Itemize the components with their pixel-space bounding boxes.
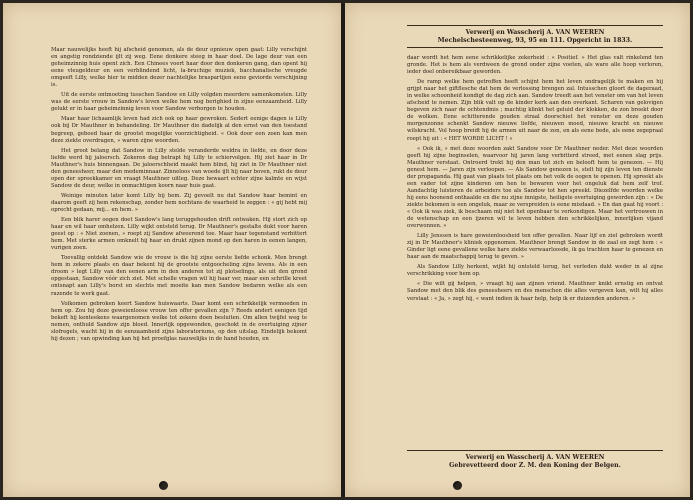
footer-advert bbox=[407, 454, 663, 470]
paragraph: Toevallig ontdekt Sandow wie de vrouw is die hij zijne eerste liefde schonk. Men brengt hem in zekere plaats en daar bekent hij de grootste ontgoocheling zijns levens. Als in een droom » legt Lilly van den eenen arm in den anderen tot zij plotselings, als uit den grond opgestaan, Sandow vóór zich ziet. Met schelle vragen wil hij haar ver, maar een schrille kreet ontsnapt aan Lilly's borst en slechts met moeite kan men Sandow bedaren welke als een razende te werk gaat. bbox=[51, 255, 307, 297]
header-line-2: Mechelschesteenweg, 93, 95 en 111. Opgericht in 1833. bbox=[437, 37, 633, 44]
paragraph: Maar nauwelijks heeft hij afscheid genomen, als de deur opnieuw open gaat: Lilly verschijnt en angstig rondziende ijlt zij weg. Eene donkere steeg in haar doel. De lage deur van een geheimzinnig huis opent zich. Een Chinees voert haar door den donkeren gang, dan opent hij eene vleugeldeur en een verblindend licht, la-bruchige muziek, bacchanalische vreugde omgeeft Lilly, welke hier te midden dezer nachtelijke braspartijen eene geviorde verschijning is. bbox=[51, 47, 307, 89]
paragraph: Als Sandow Lilly herkent, wijkt hij ontsteld terug, het verleden dukt weder in al zijne verschrikking voor hem op. bbox=[407, 264, 663, 278]
paragraph: « Ook ik, » met deze woorden zakt Sandow voor Dr Mauthner neder. Met deze woorden geeft hij zijne beginselen, waarvoor hij jaren lang verbitterd streed, met eenen slag prijs. Mauthner verstaat. Ontroerd trekt hij den man tot zich en belooft hem te genezen. — Hij genest hem. — Jaren zijn verloopen. — Als Sandow genezen is, stelt hij zijn leven ten dienste der propaganda. Hij gaat van plaats tot plaats om het volk de oogen te openen. Hij spreekt als een vader tot zijne kinderen om hen te bewaren voor het ongeluk dat hem zelf trof. Aandachtig luisteren de arbeiders toe als Sandow tot hen spreekt. Diezelfde woorden welke hij eens hoonend onthaalde en die nu zijne innigste, heiligste overtuiging geworden zijn : « De ziekte bekomen is een ongeluk, maar ze verspreiden is eene misdaad. » En dan gaat hij voort : « Ook ik was ziek, ik beschaam mij niet het openbaar te verkondigen. Maar het vertrouwen in de wetenschap en een ijzeren wil te leven hebben den schrikkelijken, innerlijken vijand overwonnen. » bbox=[407, 145, 663, 230]
header-rule-top bbox=[407, 25, 663, 26]
paragraph: Het groot belang dat Sandow in Lilly stelde veranderde weldra in liefde, en door deze liefde werd hij jaloersch. Zekeren dag betrapt hij Lilly te schiervolgen. Hij ziet haar in Dr Mauthner's huis binnengaan. De jaloerschheid maakt hem blind, hij ziet in Dr Mauthner niet den geneesheer, maar den medeminnaar. Zinneloos van woede ijlt hij naar boven, rukt de deur open der spreekkamer en vraagt Mauthner uitleg. Deze bewaart echter zijne kalmte en wijst Sandow de deur, welke in onmachtigen koorn naar huis gaat. bbox=[51, 147, 307, 189]
footer-rule-top bbox=[407, 450, 663, 451]
paragraph: Lilly Jenssen is hare geweienloosheid ten offer gevallen. Naar lijf en ziel gebroken wordt zij in Dr Mauthner's kliniek opgenomen. Mauthner brengt Sandow in de zaal en zegt hem : « Ginder ligt eene gevallene welke hare ziekte verwaarloosde, ik ga trachten haar te genezen en haar aan de maatschappij terug te geven. » bbox=[407, 233, 663, 261]
paragraph: Volkomen gebroken keert Sandow huiswaarts. Daar komt een schrikkelijk vermoeden in hem op. Zou hij deze geweienloose vrouw ten offer gevallen zijn ? Reeds andert eenigen tijd bekeft hij kenteekens waargenomen welke tot zekere doen besluiten. Om allen twijfel weg te nemen, onthuld Sandow zijn bloed. Innerlijk opgewonden, geschokt in de overtuiging zijner slofregels, wacht hij in de eenzaamheid zijns laboratoriums, op den uitslag. Eindelijk bekomt hij dezen ; van opwinding kan hij het proefglas nauwelijks in de hand houden, en bbox=[51, 300, 307, 342]
header-line-1: Verwerij en Wasscherij A. VAN WEEREN bbox=[465, 29, 605, 36]
paragraph: De ramp welke hem getroffen heeft schijnt hem het leven ondragelijk te maken en hij grijpt naar het giftflesche dat hem de verlossing brengen zal. Intusschen gloort de dageraad, in welke schoonheid kondigt de dag zich aan. Sandow treedt aan het venster om van het leven afscheid te nemen. Zijn blik valt op de kinder kerk aan den overkant. Scharen van gelovigen begeven zich naar de ochtendmis ; machtig klinkt het geluid der klokken, de zon breekt door de wolken. Eene schitterende gouden straal doorschiet het venster en deze gouden morgenzonne schenkt Sandow nieuwe liefde, nieuwen moed, nieuwe kracht en nieuwe wilskracht. Vol hoop breidt hij de armen uit naar de zon, en als eene bede, als eene zegepraal roept hij uit : « HET WORDE LICHT ! » bbox=[407, 79, 663, 142]
punch-hole bbox=[159, 481, 168, 490]
paragraph: Maar haar lichaamlijk leven had zich ook op haar gewroken. Sedert eenige dagen is Lilly ook bij Dr Mauthner in behandeling. Dr Mauthner die dadelijk al den ernst van den toestand begreep, geboed haar de grootst mogelijke voorzichtigheid. « Ook door een zoen kan men deze ziekte overdragen, » waren zijne woorden. bbox=[51, 116, 307, 144]
right-text-column bbox=[407, 55, 663, 306]
header-rule-bottom bbox=[407, 47, 663, 48]
paragraph: Weinige minuten later komt Lilly bij hem. Zij gevoelt nu dat Sandow haar bemint en daarom geeft zij hem rekenschap, zonder hem nochtans de waarheid te zeggen : « gij hebt mij oprecht gedaan, mij... en hem. » bbox=[51, 192, 307, 213]
paragraph: Een blik harer oogen doet Sandow's lang teruggehouden drift ontwaken. Hij stort zich op haar en wil haar omhelzen. Lilly wijkt ontsteld terug. Dr Mauthner's gestalte dukt voor haren geest op : « Niet zoenen, » roept zij Sandow afweerend toe. Maar haar tegenstand verbittert hem. Met sterke armen omknelt hij haar en drukt zijnen mond op den haren in eenen langen, vurigen zoen. bbox=[51, 217, 307, 252]
footer-line-2: Gebrevetteerd door Z. M. den Koning der Belgen. bbox=[449, 462, 621, 469]
right-page bbox=[345, 3, 690, 497]
paragraph: « Die wilt gij helpen, » vraagt hij aan zijnen vriend. Mauthner knikt ernstig en ontvat Sandow met den blik des geneesheers en des menschen die alles vergeven kan, wilt hij alles verstaat : « Ja, » zegt hij, « want indien ik haar help, help ik er duizenden anderen. » bbox=[407, 281, 663, 302]
paragraph: daar wordt het hem eene schrikkelijke zekerheid : « Positief. » Het glas valt rinkelend ten gronde. Het is hem als verdween de grond onder zijne voeten, als ware alle hoop verloren, ieder doel onbereikbaar geworden. bbox=[407, 55, 663, 76]
paragraph: Uit de eerste ontmoeting tusschen Sandow en Lilly volgden meerdere samenkomsten. Lilly was de eerste vrouw in Sandow's leven welke hem nog berighied in zijne eenzaamheid. Lilly gelukt er in haar geheimzinnig leven voor Sandow verborgen te houden. bbox=[51, 92, 307, 113]
punch-hole bbox=[453, 481, 462, 490]
header-advert bbox=[407, 29, 663, 45]
left-text-column bbox=[51, 47, 307, 346]
footer-line-1: Verwerij en Wasscherij A. VAN WEEREN bbox=[465, 454, 605, 461]
left-page bbox=[3, 3, 341, 497]
